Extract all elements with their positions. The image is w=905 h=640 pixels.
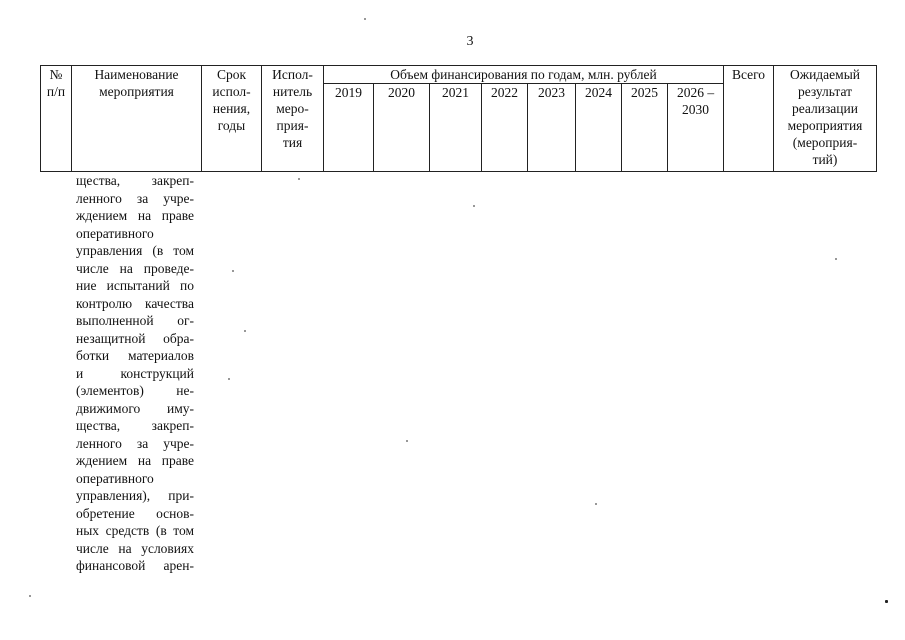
text-line: (элементов) не- bbox=[76, 383, 194, 398]
text-line: ных средств (в том bbox=[76, 523, 194, 538]
scan-speck bbox=[885, 600, 888, 603]
text-line: контролю качества bbox=[76, 295, 194, 311]
col-executor-header bbox=[262, 66, 324, 172]
funding-label: Объем финансирования по годам, млн. рублей bbox=[390, 67, 657, 82]
header-table bbox=[40, 65, 877, 172]
text-line: движимого иму- bbox=[76, 400, 194, 416]
scan-speck bbox=[364, 18, 366, 20]
text-line: управления), при- bbox=[76, 488, 194, 503]
col-executor-label: Испол- нитель меро- прия- тия bbox=[272, 67, 313, 150]
scan-speck bbox=[835, 258, 837, 260]
text-line: числе на проведе- bbox=[76, 260, 194, 276]
text-line: числе на условиях bbox=[76, 540, 194, 556]
col-number-label: № п/п bbox=[46, 67, 66, 99]
year-header bbox=[668, 84, 724, 172]
scan-speck bbox=[406, 440, 408, 442]
funding-header bbox=[324, 66, 724, 84]
text-line: финансовой арен- bbox=[76, 558, 194, 573]
text-line: оперативного bbox=[76, 470, 154, 486]
year-header bbox=[576, 84, 622, 172]
text-line: щества, закреп- bbox=[76, 173, 194, 188]
year-label: 2023 bbox=[538, 85, 565, 100]
year-header bbox=[482, 84, 528, 172]
scan-speck bbox=[595, 503, 597, 505]
year-label: 2025 bbox=[631, 85, 658, 100]
text-line: обретение основ- bbox=[76, 505, 194, 521]
text-line: незащитной обра- bbox=[76, 330, 194, 346]
text-line: щества, закреп- bbox=[76, 418, 194, 433]
col-name-header bbox=[72, 66, 202, 172]
col-result-header bbox=[774, 66, 877, 172]
scan-speck bbox=[244, 330, 246, 332]
text-line: ждением на праве bbox=[76, 453, 194, 468]
year-label: 2019 bbox=[335, 85, 362, 100]
col-total-header bbox=[724, 66, 774, 172]
scan-speck bbox=[29, 595, 31, 597]
scan-speck bbox=[298, 178, 300, 180]
scan-speck bbox=[232, 270, 234, 272]
year-label: 2024 bbox=[585, 85, 612, 100]
year-label: 2021 bbox=[442, 85, 469, 100]
col-number-header bbox=[41, 66, 72, 172]
text-line: выполненной ог- bbox=[76, 313, 194, 328]
page-number: 3 bbox=[466, 34, 474, 49]
text-line: ждением на праве bbox=[76, 208, 194, 223]
year-header bbox=[430, 84, 482, 172]
continuation-text bbox=[76, 172, 194, 575]
year-label: 2020 bbox=[388, 85, 415, 100]
year-header bbox=[324, 84, 374, 172]
text-line: ленного за учре- bbox=[76, 190, 194, 206]
year-header bbox=[528, 84, 576, 172]
text-line: и конструкций bbox=[76, 365, 194, 381]
scan-speck bbox=[228, 378, 230, 380]
col-total-label: Всего bbox=[731, 67, 766, 82]
col-result-label: Ожидаемый результат реализации мероприятия (мероприя- тий) bbox=[787, 67, 863, 167]
text-line: ленного за учре- bbox=[76, 435, 194, 451]
col-term-header bbox=[202, 66, 262, 172]
year-label: 2026 – 2030 bbox=[676, 85, 715, 117]
year-header bbox=[374, 84, 430, 172]
text-line: управления (в том bbox=[76, 243, 194, 258]
text-line: ние испытаний по bbox=[76, 278, 194, 293]
year-header bbox=[622, 84, 668, 172]
col-term-label: Срок испол- нения, годы bbox=[212, 67, 251, 133]
text-line: оперативного bbox=[76, 225, 154, 241]
year-label: 2022 bbox=[491, 85, 518, 100]
text-line: ботки материалов bbox=[76, 348, 194, 363]
col-name-label: Наименование мероприятия bbox=[94, 67, 179, 99]
scan-speck bbox=[473, 205, 475, 207]
